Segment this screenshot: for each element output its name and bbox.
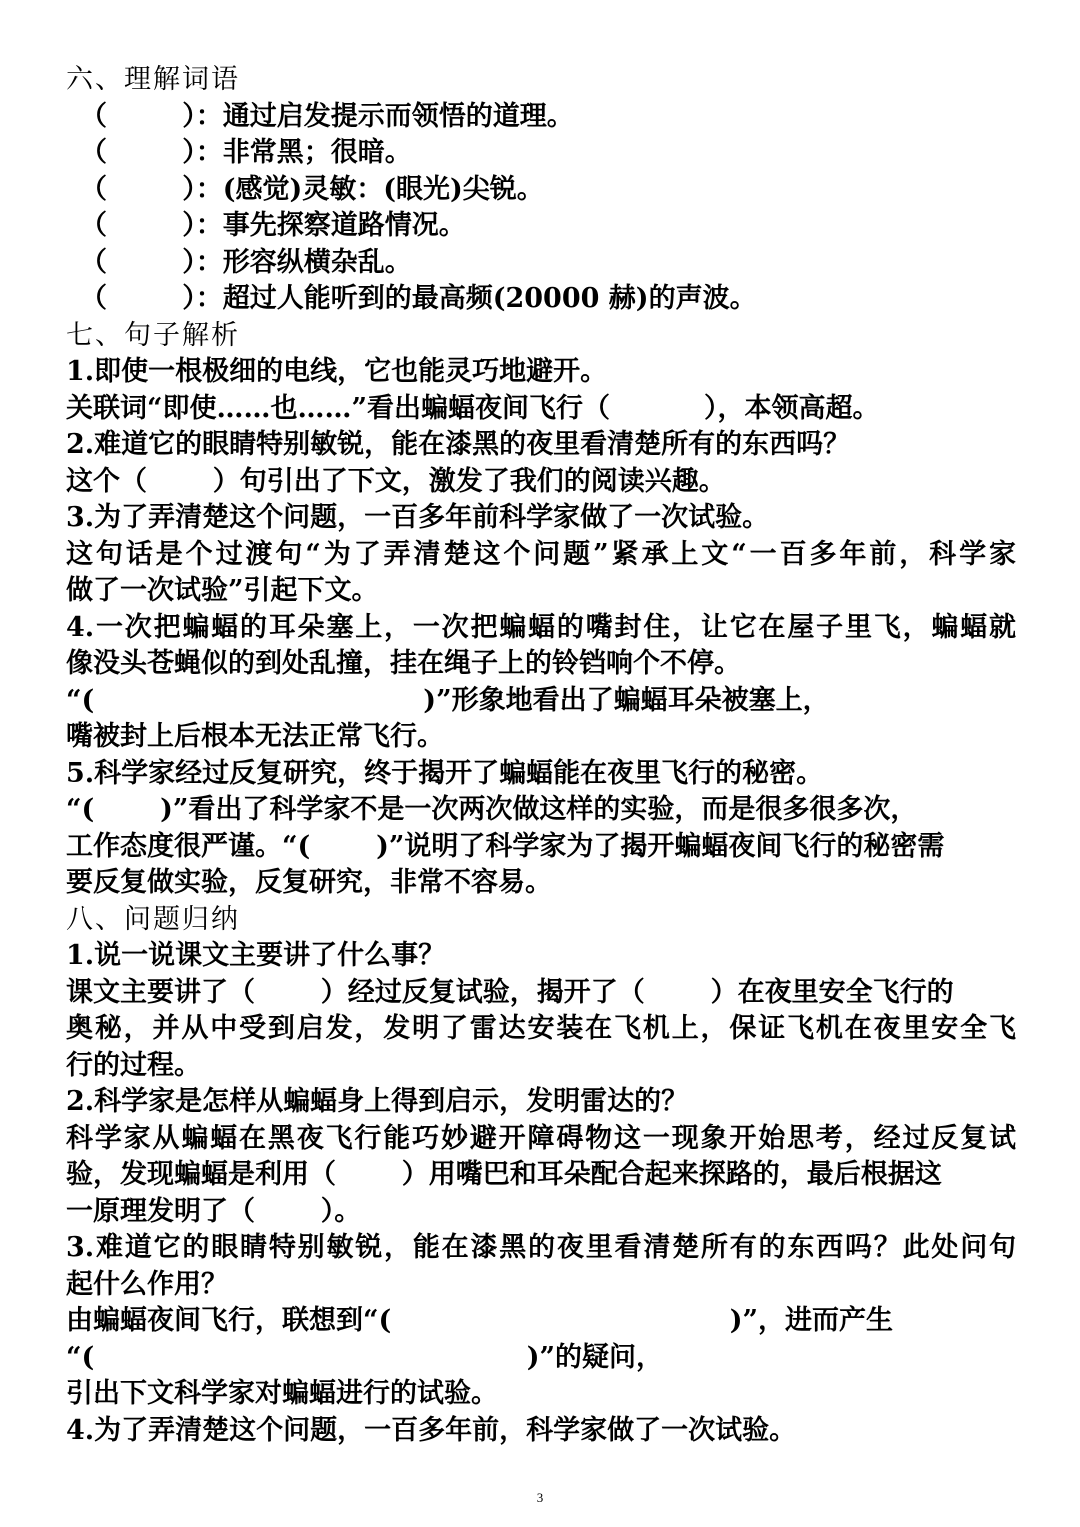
question-line: 奥秘，并从中受到启发，发明了雷达安装在飞机上，保证飞机在夜里安全飞 bbox=[66, 1013, 1016, 1044]
sentence-line: 像没头苍蝇似的到处乱撞，挂在绳子上的铃铛响个不停。 bbox=[66, 648, 741, 679]
question-line: 引出下文科学家对蝙蝠进行的试验。 bbox=[66, 1378, 498, 1409]
question-line: 4.为了弄清楚这个问题，一百多年前，科学家做了一次试验。 bbox=[66, 1414, 797, 1446]
vocab-item: （ ）：形容纵横杂乱。 bbox=[80, 246, 412, 278]
sentence-line: 1.即使一根极细的电线，它也能灵巧地避开。 bbox=[66, 356, 608, 387]
sentence-line: 工作态度很严谨。“( )”说明了科学家为了揭开蝙蝠夜间飞行的秘密需 bbox=[66, 830, 945, 862]
question-line: 科学家从蝙蝠在黑夜飞行能巧妙避开障碍物这一现象开始思考，经过反复试 bbox=[66, 1122, 1016, 1154]
vocab-item: （ ）：(感觉)灵敏：(眼光)尖锐。 bbox=[80, 173, 544, 205]
question-line: 行的过程。 bbox=[66, 1049, 201, 1081]
sentence-line: 关联词“即使……也……”看出蝙蝠夜间飞行（ ），本领高超。 bbox=[66, 392, 880, 424]
question-line: 2.科学家是怎样从蝙蝠身上得到启示，发明雷达的？ bbox=[66, 1086, 689, 1117]
question-line: 课文主要讲了（ ）经过反复试验，揭开了（ ）在夜里安全飞行的 bbox=[66, 976, 954, 1008]
sentence-line: “( )”形象地看出了蝙蝠耳朵被塞上， bbox=[66, 684, 830, 716]
question-line: 由蝙蝠夜间飞行，联想到“( )”，进而产生 bbox=[66, 1305, 894, 1336]
vocab-item: （ ）：通过启发提示而领悟的道理。 bbox=[80, 100, 574, 132]
page-number: 3 bbox=[536, 1490, 544, 1505]
question-line: 3.难道它的眼睛特别敏锐，能在漆黑的夜里看清楚所有的东西吗？此处问句 bbox=[66, 1232, 1016, 1263]
question-line: 1.说一说课文主要讲了什么事？ bbox=[66, 940, 446, 971]
sentence-line: 这句话是个过渡句“为了弄清楚这个问题”紧承上文“一百多年前，科学家 bbox=[66, 538, 1016, 570]
section-heading-vocabulary: 六、理解词语 bbox=[66, 64, 240, 95]
section-heading-summary-questions: 八、问题归纳 bbox=[66, 903, 240, 935]
question-line: 一原理发明了（ ）。 bbox=[66, 1195, 362, 1227]
worksheet-content bbox=[66, 62, 1016, 1449]
question-line: “( )”的疑问， bbox=[66, 1341, 664, 1373]
sentence-line: 做了一次试验”引起下文。 bbox=[66, 575, 379, 606]
sentence-line: 3.为了弄清楚这个问题，一百多年前科学家做了一次试验。 bbox=[66, 502, 770, 533]
vocab-item: （ ）：超过人能听到的最高频(20000 赫)的声波。 bbox=[80, 283, 757, 314]
sentence-line: 5.科学家经过反复研究，终于揭开了蝙蝠能在夜里飞行的秘密。 bbox=[66, 757, 824, 789]
sentence-line: 4.一次把蝙蝠的耳朵塞上，一次把蝙蝠的嘴封住，让它在屋子里飞，蝙蝠就 bbox=[66, 611, 1016, 643]
sentence-line: 2.难道它的眼睛特别敏锐，能在漆黑的夜里看清楚所有的东西吗？ bbox=[66, 429, 851, 460]
sentence-line: 这个（ ）句引出了下文，激发了我们的阅读兴趣。 bbox=[66, 465, 726, 497]
question-line: 起什么作用？ bbox=[66, 1268, 228, 1300]
vocab-item: （ ）：事先探察道路情况。 bbox=[80, 210, 466, 241]
vocab-item: （ ）：非常黑；很暗。 bbox=[80, 137, 412, 168]
sentence-line: “( )”看出了科学家不是一次两次做这样的实验，而是很多很多次， bbox=[66, 794, 918, 825]
sentence-line: 嘴被封上后根本无法正常飞行。 bbox=[66, 721, 444, 752]
section-heading-sentence-analysis: 七、句子解析 bbox=[66, 319, 240, 351]
question-line: 验，发现蝙蝠是利用（ ）用嘴巴和耳朵配合起来探路的，最后根据这 bbox=[66, 1159, 942, 1190]
sentence-line: 要反复做实验，反复研究，非常不容易。 bbox=[66, 867, 552, 898]
